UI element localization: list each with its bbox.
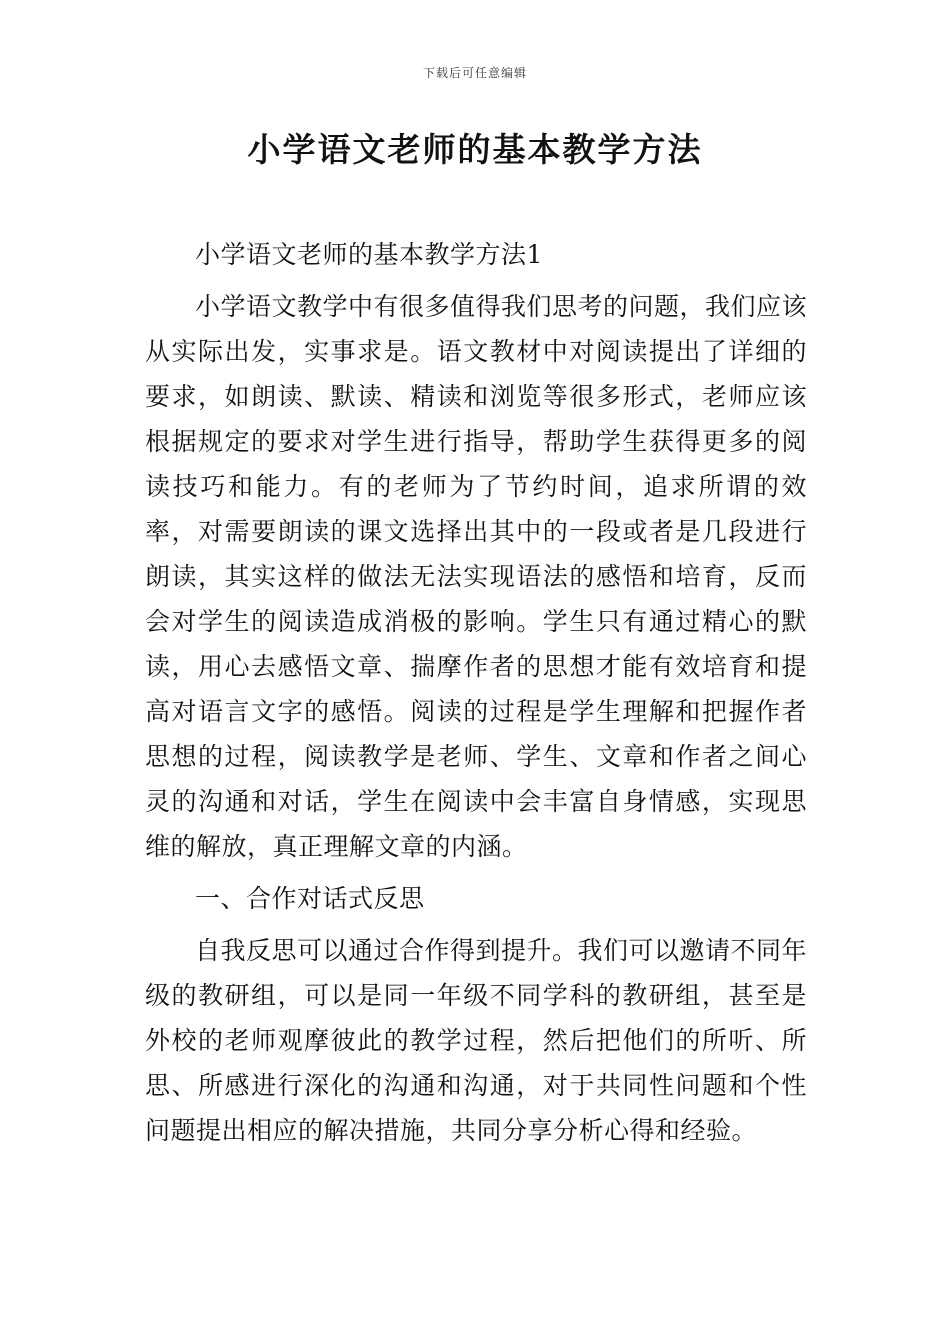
section-subtitle: 小学语文老师的基本教学方法1 <box>195 240 543 269</box>
paragraph-reflection: 自我反思可以通过合作得到提升。我们可以邀请不同年级的教研组，可以是同一年级不同学科的教研组，甚至是外校的老师观摩彼此的教学过程，然后把他们的所听、所思、所感进行深化的沟通和沟通，对于共同性问题和个性问题提出相应的解决措施，共同分享分析心得和经验。 <box>145 936 808 1145</box>
document-body <box>145 232 807 1160</box>
document-title: 小学语文老师的基本教学方法 <box>247 130 703 169</box>
header-note: 下载后可任意编辑 <box>422 66 527 80</box>
section-heading: 一、合作对话式反思 <box>195 884 425 913</box>
paragraph-intro: 小学语文教学中有很多值得我们思考的问题，我们应该从实际出发，实事求是。语文教材中对阅读提出了详细的要求，如朗读、默读、精读和浏览等很多形式，老师应该根据规定的要求对学生进行指导，帮助学生获得更多的阅读技巧和能力。有的老师为了节约时间，追求所谓的效率，对需要朗读的课文选择出其中的一段或者是几段进行朗读，其实这样的做法无法实现语法的感悟和培育，反而会对学生的阅读造成消极的影响。学生只有通过精心的默读，用心去感悟文章、揣摩作者的思想才能有效培育和提高对语言文字的感悟。阅读的过程是学生理解和把握作者思想的过程，阅读教学是老师、学生、文章和作者之间心灵的沟通和对话，学生在阅读中会丰富自身情感，实现思维的解放，真正理解文章的内涵。 <box>145 292 808 861</box>
